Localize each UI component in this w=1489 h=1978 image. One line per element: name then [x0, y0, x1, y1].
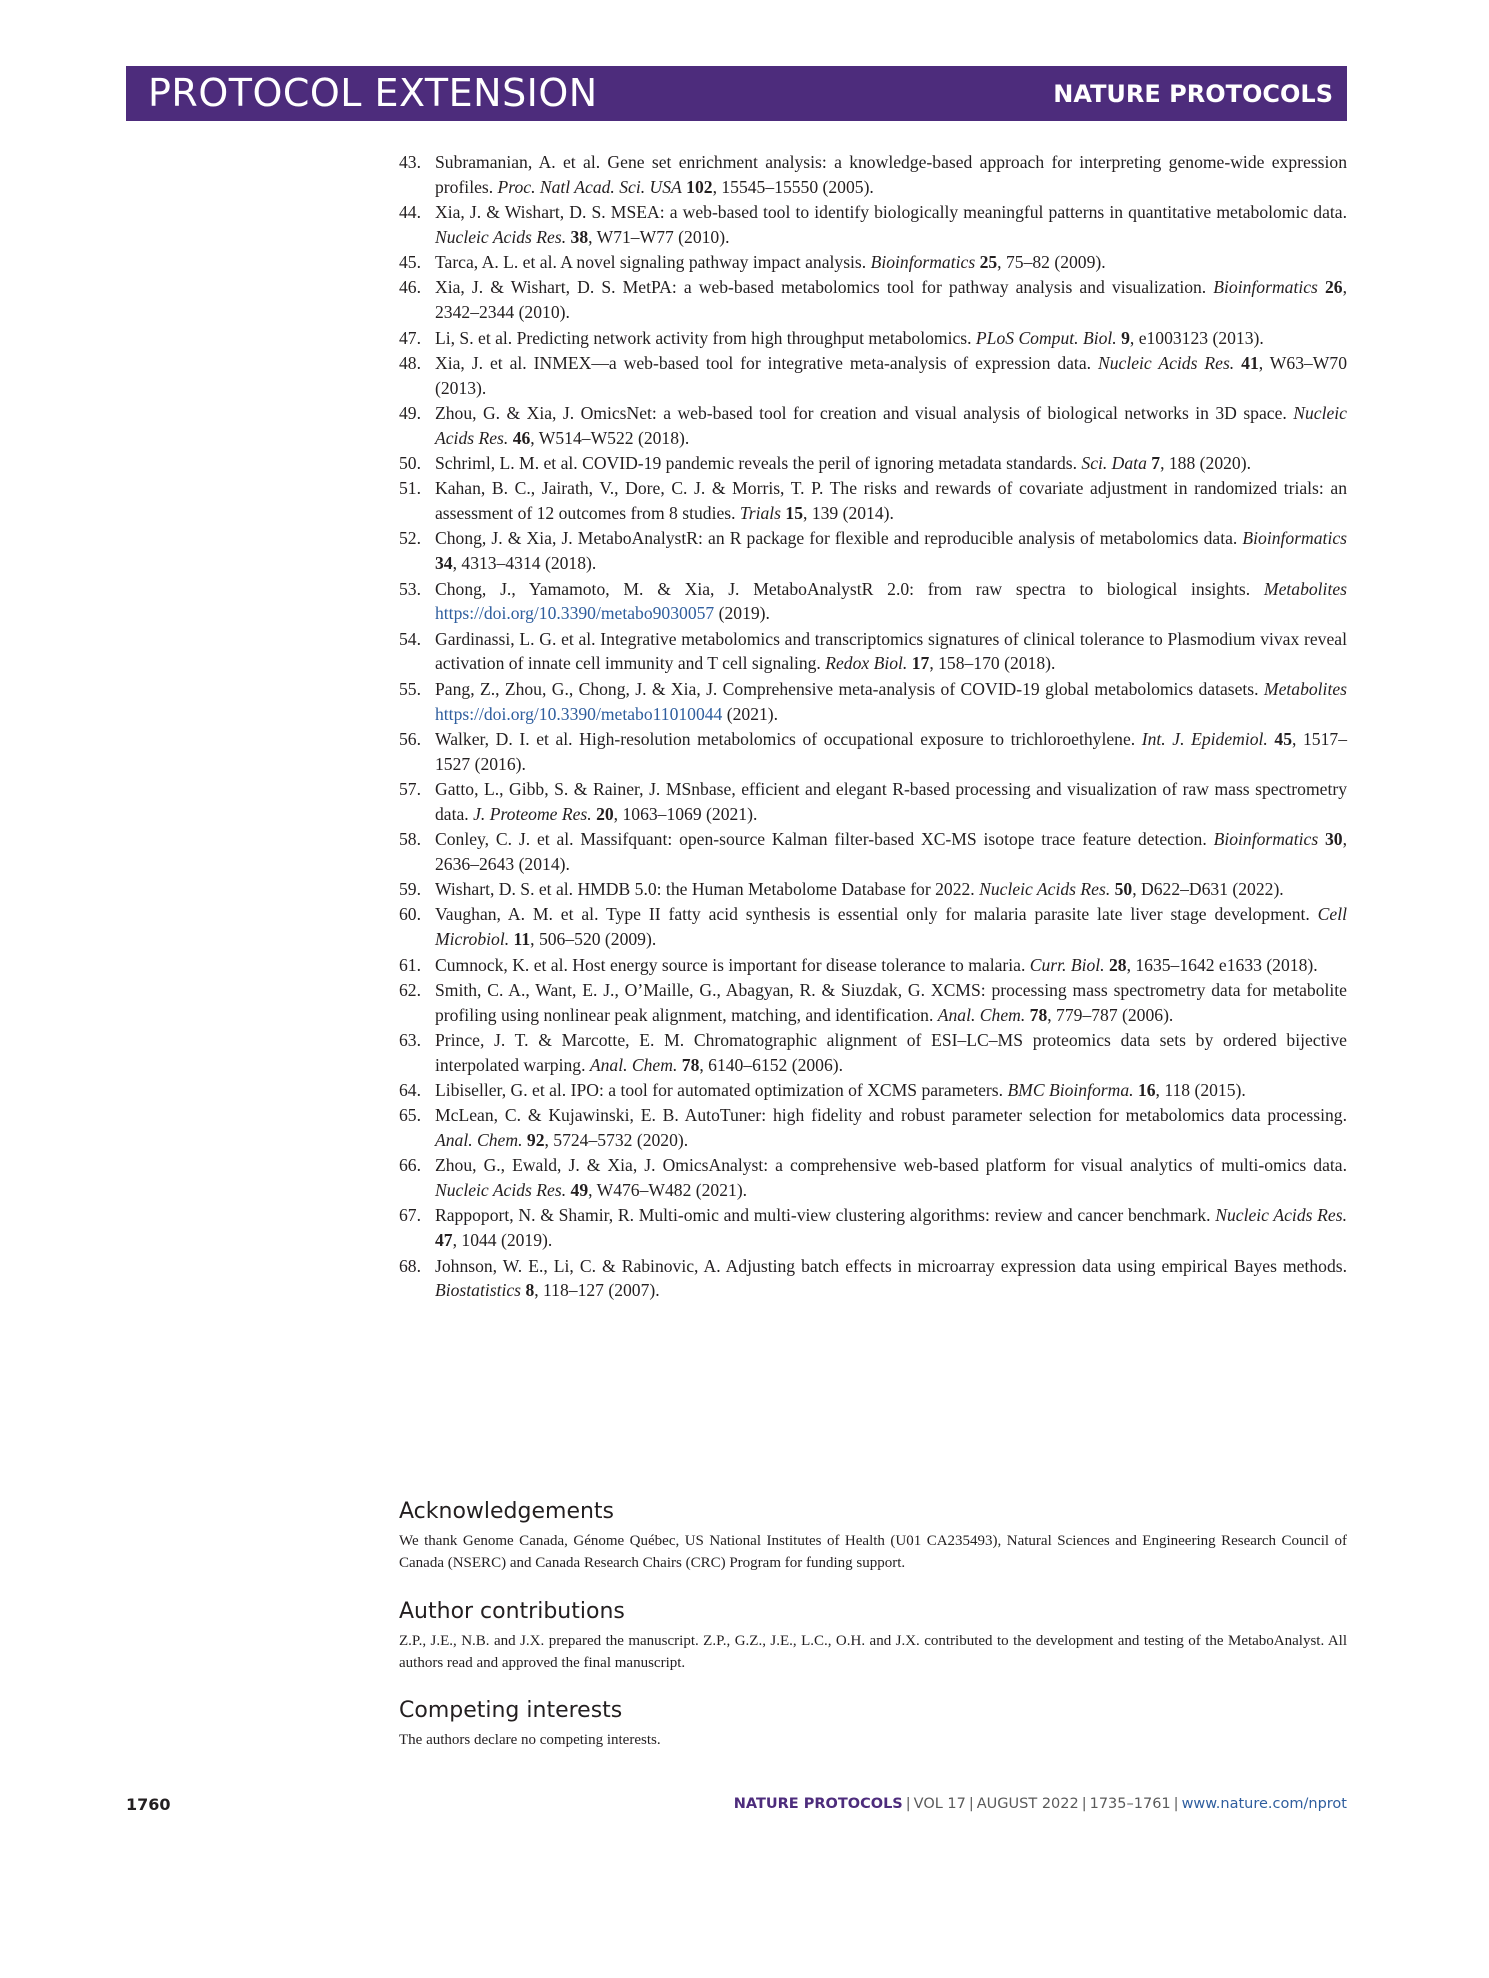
- volume-number: 34: [435, 553, 453, 574]
- reference-text: [435, 453, 1251, 473]
- volume-number: 11: [513, 929, 531, 950]
- reference-text-segment: , D622–D631 (2022).: [1132, 879, 1284, 900]
- reference-text: [435, 1105, 1347, 1150]
- reference-text-segment: , 6140–6152 (2006).: [699, 1054, 844, 1075]
- reference-number: 50.: [399, 453, 421, 474]
- reference-text: [435, 779, 1347, 824]
- reference-item: [399, 877, 1347, 902]
- reference-number: 52.: [399, 528, 421, 549]
- reference-item: [399, 1203, 1347, 1253]
- reference-item: [399, 150, 1347, 200]
- reference-text-segment: , W71–W77 (2010).: [588, 226, 730, 247]
- reference-text-segment: , 158–170 (2018).: [929, 653, 1056, 674]
- journal-name: Nucleic Acids Res.: [435, 402, 1347, 448]
- journal-name: Cell Microbiol.: [435, 904, 1347, 950]
- reference-item: [399, 577, 1347, 627]
- volume-number: 7: [1151, 453, 1161, 474]
- reference-text-segment: Rappoport, N. & Shamir, R. Multi-omic and multi-view clustering algorithms: review and cancer benchmark.: [435, 1205, 1216, 1226]
- volume-number: 47: [435, 1230, 453, 1251]
- reference-text-segment: [1318, 277, 1325, 297]
- journal-name: Trials: [739, 503, 782, 524]
- reference-item: [399, 953, 1347, 978]
- reference-item: [399, 902, 1347, 952]
- reference-text-segment: , 1517–1527 (2016).: [435, 728, 1347, 774]
- volume-number: 20: [596, 803, 614, 824]
- volume-number: 30: [1325, 829, 1343, 850]
- footer-journal: NATURE PROTOCOLS: [733, 1796, 903, 1812]
- reference-text: [435, 829, 1347, 874]
- reference-text: [435, 579, 1347, 624]
- reference-number: 53.: [399, 578, 421, 599]
- reference-text-segment: , 118 (2015).: [1155, 1079, 1246, 1100]
- reference-number: 51.: [399, 478, 421, 499]
- footer-date: AUGUST 2022: [976, 1796, 1079, 1812]
- reference-item: [399, 1078, 1347, 1103]
- reference-text-segment: Kahan, B. C., Jairath, V., Dore, C. J. & Morris, T. P. The risks and rewards of covariate adjustment in randomized trials: an assessment of 12 outcomes from 8 studies.: [435, 478, 1347, 524]
- reference-text-segment: Pang, Z., Zhou, G., Chong, J. & Xia, J. Comprehensive meta-analysis of COVID-19 global metabolomics datasets.: [435, 678, 1264, 699]
- reference-text: [435, 629, 1347, 674]
- volume-number: 78: [681, 1054, 700, 1075]
- footer-url-link[interactable]: www.nature.com/nprot: [1181, 1796, 1347, 1812]
- reference-text: [435, 528, 1347, 573]
- reference-number: 55.: [399, 678, 421, 699]
- author-contributions-heading: Author contributions: [399, 1599, 625, 1624]
- reference-text-segment: Chong, J., Yamamoto, M. & Xia, J. MetaboAnalystR 2.0: from raw spectra to biological insights.: [435, 578, 1264, 599]
- footer-pages: 1735–1761: [1089, 1796, 1171, 1812]
- journal-name: Nucleic Acids Res.: [435, 1180, 567, 1201]
- reference-text-segment: , 779–787 (2006).: [1047, 1004, 1174, 1025]
- journal-name: Anal. Chem.: [589, 1054, 678, 1075]
- reference-text: [435, 202, 1347, 247]
- reference-text-segment: , 1044 (2019).: [452, 1230, 553, 1251]
- reference-item: [399, 677, 1347, 727]
- journal-name: Curr. Biol.: [1029, 954, 1105, 975]
- reference-item: [399, 401, 1347, 451]
- reference-number: 65.: [399, 1105, 421, 1126]
- journal-name: Anal. Chem.: [435, 1130, 523, 1151]
- volume-number: 41: [1241, 352, 1259, 373]
- volume-number: 38: [570, 226, 589, 247]
- reference-text-segment: Wishart, D. S. et al. HMDB 5.0: the Human Metabolome Database for 2022.: [435, 879, 980, 900]
- journal-name: Proc. Natl Acad. Sci. USA: [497, 176, 682, 197]
- volume-number: 17: [911, 653, 930, 674]
- acknowledgements-text: We thank Genome Canada, Génome Québec, US National Institutes of Health (U01 CA235493), Natural Sciences and Engineering Research Council of Canada (NSERC) and Canada Research Chairs (CRC) Program for funding support.: [399, 1533, 1347, 1571]
- reference-text-segment: [1318, 829, 1325, 849]
- reference-item: [399, 476, 1347, 526]
- reference-text-segment: Gatto, L., Gibb, S. & Rainer, J. MSnbase, efficient and elegant R-based processing and visualization of raw mass spectrometry data.: [435, 778, 1347, 824]
- journal-label: NATURE PROTOCOLS: [1053, 80, 1333, 108]
- journal-name: Bioinformatics: [1213, 277, 1318, 298]
- reference-text-segment: , 15545–15550 (2005).: [712, 176, 874, 197]
- reference-list: [399, 150, 1347, 1304]
- reference-item: [399, 326, 1347, 351]
- volume-number: 25: [979, 252, 998, 273]
- journal-name: Nucleic Acids Res.: [1215, 1205, 1347, 1226]
- reference-item: [399, 777, 1347, 827]
- reference-number: 47.: [399, 327, 421, 348]
- reference-text: [435, 679, 1347, 724]
- reference-text: [435, 353, 1347, 398]
- doi-link[interactable]: https://doi.org/10.3390/metabo9030057: [435, 603, 715, 624]
- journal-name: Nucleic Acids Res.: [1097, 352, 1235, 373]
- reference-text-segment: Xia, J. & Wishart, D. S. MetPA: a web-based metabolomics tool for pathway analysis and visualization.: [435, 277, 1214, 298]
- journal-name: PLoS Comput. Biol.: [975, 327, 1117, 348]
- reference-item: [399, 526, 1347, 576]
- journal-name: Biostatistics: [435, 1280, 522, 1301]
- reference-text-segment: , 188 (2020).: [1160, 453, 1251, 474]
- volume-number: 102: [686, 176, 713, 197]
- reference-text-segment: Zhou, G. & Xia, J. OmicsNet: a web-based tool for creation and visual analysis of biological networks in 3D space.: [435, 402, 1294, 423]
- reference-text: [435, 1080, 1246, 1100]
- reference-text-segment: , 1635–1642 e1633 (2018).: [1126, 954, 1318, 975]
- reference-text-segment: , 1063–1069 (2021).: [613, 803, 758, 824]
- reference-text: [435, 1155, 1347, 1200]
- reference-item: [399, 1103, 1347, 1153]
- journal-name: Bioinformatics: [1213, 829, 1319, 850]
- volume-number: 92: [526, 1130, 545, 1151]
- reference-item: [399, 627, 1347, 677]
- reference-text: [435, 328, 1264, 348]
- reference-text-segment: , e1003123 (2013).: [1129, 327, 1264, 348]
- reference-number: 58.: [399, 829, 421, 850]
- page-number: 1760: [126, 1795, 171, 1814]
- reference-text: [435, 879, 1284, 899]
- reference-number: 63.: [399, 1029, 421, 1050]
- footer-citation: NATURE PROTOCOLS | VOL 17 | AUGUST 2022 | 1735–1761 | www.nature.com/nprot: [733, 1796, 1347, 1812]
- journal-name: BMC Bioinforma.: [1007, 1079, 1134, 1100]
- reference-number: 61.: [399, 954, 421, 975]
- reference-number: 64.: [399, 1079, 421, 1100]
- reference-number: 68.: [399, 1255, 421, 1276]
- reference-number: 46.: [399, 277, 421, 298]
- author-contributions-text: Z.P., J.E., N.B. and J.X. prepared the manuscript. Z.P., G.Z., J.E., L.C., O.H. and J.X. contributed to the development and testing of the MetaboAnalyst. All authors read and approved the final manuscript.: [399, 1633, 1347, 1671]
- journal-name: Nucleic Acids Res.: [979, 879, 1111, 900]
- reference-number: 56.: [399, 728, 421, 749]
- reference-item: [399, 451, 1347, 476]
- volume-number: 49: [570, 1180, 589, 1201]
- reference-text-segment: Xia, J. & Wishart, D. S. MSEA: a web-based tool to identify biologically meaningful patterns in quantitative metabolomic data.: [435, 202, 1347, 223]
- reference-text-segment: , 506–520 (2009).: [530, 929, 657, 950]
- reference-item: [399, 1254, 1347, 1304]
- acknowledgements-section: [399, 1497, 1347, 1574]
- reference-text: [435, 403, 1347, 448]
- reference-text: [435, 1205, 1347, 1250]
- volume-number: 8: [525, 1280, 535, 1301]
- reference-text-segment: Tarca, A. L. et al. A novel signaling pathway impact analysis.: [435, 252, 871, 273]
- volume-number: 78: [1029, 1004, 1048, 1025]
- reference-text-segment: Libiseller, G. et al. IPO: a tool for automated optimization of XCMS parameters.: [435, 1079, 1008, 1100]
- volume-number: 15: [785, 503, 804, 524]
- volume-number: 46: [512, 427, 531, 448]
- reference-text-segment: (2019).: [714, 603, 770, 624]
- reference-number: 43.: [399, 152, 421, 172]
- reference-text-segment: , 4313–4314 (2018).: [452, 553, 597, 574]
- reference-text: [435, 980, 1347, 1025]
- doi-link[interactable]: https://doi.org/10.3390/metabo11010044: [435, 703, 723, 724]
- reference-number: 60.: [399, 904, 421, 925]
- reference-text-segment: Schriml, L. M. et al. COVID-19 pandemic reveals the peril of ignoring metadata standards.: [435, 453, 1082, 474]
- reference-text-segment: Gardinassi, L. G. et al. Integrative metabolomics and transcriptomics signatures of clinical tolerance to Plasmodium vivax reveal activation of innate cell immunity and T cell signaling.: [435, 628, 1347, 674]
- reference-text: [435, 1256, 1347, 1301]
- journal-name: J. Proteome Res.: [473, 803, 592, 824]
- reference-text: [435, 729, 1347, 774]
- footer-volume: VOL 17: [913, 1796, 966, 1812]
- reference-text: [435, 252, 1106, 272]
- author-contributions-section: [399, 1597, 1347, 1674]
- acknowledgements-heading: Acknowledgements: [399, 1499, 615, 1524]
- reference-text-segment: , 2636–2643 (2014).: [435, 829, 1347, 874]
- reference-item: [399, 250, 1347, 275]
- reference-item: [399, 351, 1347, 401]
- volume-number: 16: [1137, 1079, 1156, 1100]
- reference-text-segment: Vaughan, A. M. et al. Type II fatty acid synthesis is essential only for malaria parasite late liver stage development.: [435, 904, 1318, 925]
- reference-text-segment: Subramanian, A. et al. Gene set enrichment analysis: a knowledge-based approach for interpreting genome-wide expression profiles.: [435, 152, 1347, 197]
- reference-text-segment: , 118–127 (2007).: [534, 1280, 660, 1301]
- reference-text-segment: McLean, C. & Kujawinski, E. B. AutoTuner: high fidelity and robust parameter selection for metabolomics data processing.: [435, 1105, 1347, 1126]
- journal-name: Bioinformatics: [870, 252, 976, 273]
- header-band: [126, 66, 1347, 121]
- journal-name: Anal. Chem.: [937, 1004, 1026, 1025]
- journal-name: Metabolites: [1263, 578, 1347, 599]
- reference-text-segment: , 2342–2344 (2010).: [435, 277, 1347, 323]
- reference-number: 44.: [399, 202, 421, 223]
- reference-text: [435, 904, 1347, 949]
- reference-number: 67.: [399, 1205, 421, 1226]
- reference-item: [399, 827, 1347, 877]
- reference-text-segment: Johnson, W. E., Li, C. & Rabinovic, A. Adjusting batch effects in microarray expression data using empirical Bayes methods.: [435, 1255, 1347, 1276]
- reference-text: [435, 955, 1318, 975]
- reference-text-segment: , 5724–5732 (2020).: [544, 1130, 689, 1151]
- journal-name: Redox Biol.: [825, 653, 908, 674]
- reference-text-segment: Zhou, G., Ewald, J. & Xia, J. OmicsAnalyst: a comprehensive web-based platform for visual analytics of multi-omics data.: [435, 1155, 1347, 1176]
- reference-number: 62.: [399, 979, 421, 1000]
- reference-text-segment: Xia, J. et al. INMEX—a web-based tool for integrative meta-analysis of expression data.: [435, 352, 1098, 373]
- reference-number: 59.: [399, 879, 421, 900]
- reference-text-segment: Chong, J. & Xia, J. MetaboAnalystR: an R package for flexible and reproducible analysis of metabolomics data.: [435, 528, 1243, 549]
- reference-text-segment: , W476–W482 (2021).: [588, 1180, 748, 1201]
- reference-text: [435, 478, 1347, 523]
- journal-name: Metabolites: [1263, 678, 1347, 699]
- competing-interests-text: The authors declare no competing interests.: [399, 1732, 661, 1748]
- section-label: PROTOCOL EXTENSION: [148, 71, 598, 115]
- reference-text-segment: , W514–W522 (2018).: [530, 427, 690, 448]
- journal-name: Bioinformatics: [1242, 528, 1347, 549]
- reference-text-segment: Conley, C. J. et al. Massifquant: open-source Kalman filter-based XC-MS isotope trace feature detection.: [435, 829, 1214, 850]
- reference-text-segment: Cumnock, K. et al. Host energy source is important for disease tolerance to malaria.: [435, 954, 1030, 975]
- journal-name: Int. J. Epidemiol.: [1141, 728, 1268, 749]
- reference-item: [399, 1153, 1347, 1203]
- volume-number: 50: [1114, 879, 1133, 900]
- journal-name: Nucleic Acids Res.: [435, 226, 567, 247]
- reference-text-segment: (2021).: [722, 703, 779, 724]
- volume-number: 26: [1324, 277, 1343, 298]
- reference-number: 49.: [399, 402, 421, 423]
- competing-interests-section: [399, 1696, 1347, 1751]
- reference-item: [399, 1028, 1347, 1078]
- reference-text: [435, 152, 1347, 197]
- reference-item: [399, 200, 1347, 250]
- reference-text-segment: Prince, J. T. & Marcotte, E. M. Chromatographic alignment of ESI–LC–MS proteomics data sets by ordered bijective interpolated warping.: [435, 1029, 1347, 1075]
- reference-number: 66.: [399, 1155, 421, 1176]
- reference-text: [435, 1030, 1347, 1075]
- reference-text-segment: Li, S. et al. Predicting network activity from high throughput metabolomics.: [435, 327, 976, 348]
- reference-item: [399, 275, 1347, 325]
- reference-text-segment: , 139 (2014).: [803, 503, 894, 524]
- reference-number: 48.: [399, 352, 421, 373]
- reference-text: [435, 277, 1347, 322]
- reference-text-segment: Smith, C. A., Want, E. J., O’Maille, G., Abagyan, R. & Siuzdak, G. XCMS: processing mass spectrometry data for metabolite profiling using nonlinear peak alignment, matching, and identification.: [435, 979, 1347, 1025]
- reference-item: [399, 978, 1347, 1028]
- competing-interests-heading: Competing interests: [399, 1698, 623, 1723]
- reference-text-segment: Walker, D. I. et al. High-resolution metabolomics of occupational exposure to trichloroethylene.: [435, 728, 1142, 749]
- reference-number: 54.: [399, 628, 421, 649]
- volume-number: 28: [1108, 954, 1127, 975]
- volume-number: 45: [1274, 728, 1293, 749]
- reference-number: 57.: [399, 778, 421, 799]
- reference-number: 45.: [399, 252, 421, 273]
- reference-item: [399, 727, 1347, 777]
- reference-text-segment: , 75–82 (2009).: [997, 252, 1106, 273]
- volume-number: 9: [1121, 327, 1130, 348]
- reference-text-segment: , W63–W70 (2013).: [435, 352, 1347, 398]
- journal-name: Sci. Data: [1081, 453, 1147, 474]
